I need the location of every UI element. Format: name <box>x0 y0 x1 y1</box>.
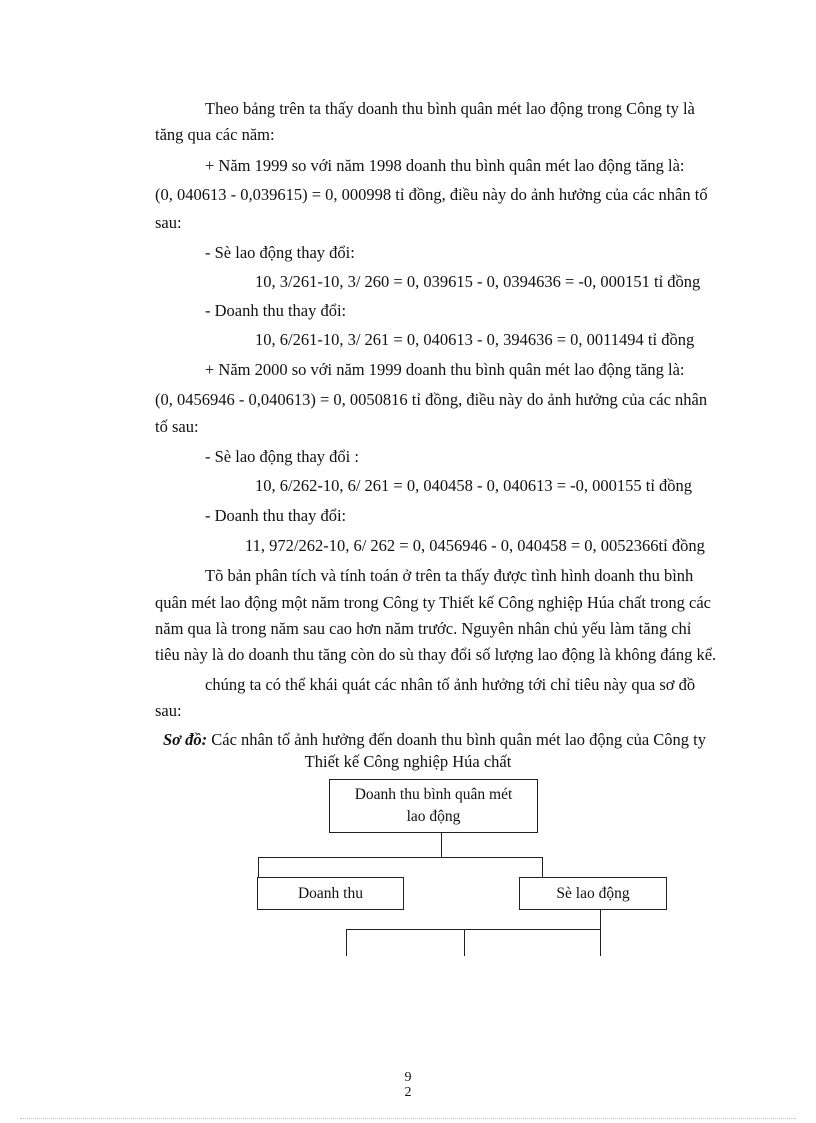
revenue-change-equation-2: 11, 972/262-10, 6/ 262 = 0, 0456946 - 0, 040458 = 0, 0052366tỉ đồng <box>245 536 705 555</box>
text: quân mét lao động một năm trong Công ty Thiết kế Công nghiệp Húa chất trong các <box>155 593 711 612</box>
labor-change-label-2: - Sè lao động thay đổi : <box>205 447 359 466</box>
connector-labor-down <box>600 910 601 956</box>
node-labor-label: Sè lao động <box>556 885 630 902</box>
diagram-node-revenue <box>257 877 404 910</box>
connector-branch-2 <box>464 929 465 956</box>
para-5-line-3: tố sau: <box>155 417 199 436</box>
diagram-node-labor <box>519 877 667 910</box>
labor-change-label-1: - Sè lao động thay đổi: <box>205 243 355 262</box>
para-8-line-2 <box>155 593 752 613</box>
revenue-change-label-1: - Doanh thu thay đổi: <box>205 301 347 320</box>
connector-left-down <box>258 857 259 877</box>
para-5-line-1: + Năm 2000 so với năm 1999 doanh thu bình quân mét lao động tăng là: <box>205 360 685 379</box>
root-node-line-2: lao động <box>406 808 461 825</box>
para-8-line-4: tiêu này là do doanh thu tăng còn do sù thay đổi số lượng lao động là không đáng kể. <box>155 645 717 664</box>
node-revenue-label: Doanh thu <box>297 885 363 902</box>
para-1-line-2: tăng qua các năm: <box>155 125 275 144</box>
connector-horizontal-1 <box>258 857 543 858</box>
labor-change-equation-1: 10, 3/261-10, 3/ 260 = 0, 039615 - 0, 0394636 = -0, 000151 tỉ đồng <box>255 272 701 291</box>
para-8-line-3 <box>155 619 752 639</box>
connector-right-down <box>542 857 543 877</box>
para-9-line-2: sau: <box>155 701 182 720</box>
diagram-caption-line-1 <box>163 730 706 750</box>
connector-root-down <box>441 833 442 857</box>
connector-horizontal-2 <box>346 929 601 930</box>
text: Theo bảng trên ta thấy doanh thu bình quân mét lao động trong Công ty là <box>205 99 695 118</box>
para-5-line-2: (0, 0456946 - 0,040613) = 0, 0050816 tỉ đồng, điều này do ảnh hưởng của các nhân <box>155 390 708 409</box>
page-number-digit-1: 9 <box>404 1070 412 1085</box>
labor-change-equation-2: 10, 6/262-10, 6/ 261 = 0, 040458 - 0, 040613 = -0, 000155 tỉ đồng <box>255 476 693 495</box>
diagram-caption-line-2: Thiết kế Công nghiệp Húa chất <box>304 752 512 771</box>
caption-text: Các nhân tố ảnh hưởng đến doanh thu bình quân mét lao động của Công ty <box>207 730 706 749</box>
text: chúng ta có thể khái quát các nhân tố ảnh hưởng tới chỉ tiêu này qua sơ đồ <box>205 675 696 694</box>
para-1-line-1 <box>205 99 752 119</box>
para-9-line-1 <box>205 675 752 695</box>
para-2-line-2: (0, 040613 - 0,039615) = 0, 000998 tỉ đồng, điều này do ảnh hưởng của các nhân tố <box>155 185 708 204</box>
text: năm qua là trong năm sau cao hơn năm trước. Nguyên nhân chủ yếu làm tăng chỉ <box>155 619 692 638</box>
revenue-change-equation-1: 10, 6/261-10, 3/ 261 = 0, 040613 - 0, 394636 = 0, 0011494 tỉ đồng <box>255 330 695 349</box>
para-2-line-1: + Năm 1999 so với năm 1998 doanh thu bình quân mét lao động tăng là: <box>205 156 685 175</box>
root-node-line-1: Doanh thu bình quân mét <box>354 786 513 803</box>
footer-divider <box>20 1118 796 1119</box>
diagram-root-node <box>329 779 538 833</box>
page-number-digit-2: 2 <box>404 1085 412 1100</box>
para-2-line-3: sau: <box>155 213 182 232</box>
caption-label: Sơ đồ: <box>163 730 208 749</box>
text: Tõ bản phân tích và tính toán ở trên ta thấy được tình hình doanh thu bình <box>205 566 694 585</box>
connector-branch-1 <box>346 929 347 956</box>
para-8-line-1 <box>205 566 752 586</box>
revenue-change-label-2: - Doanh thu thay đổi: <box>205 506 347 525</box>
